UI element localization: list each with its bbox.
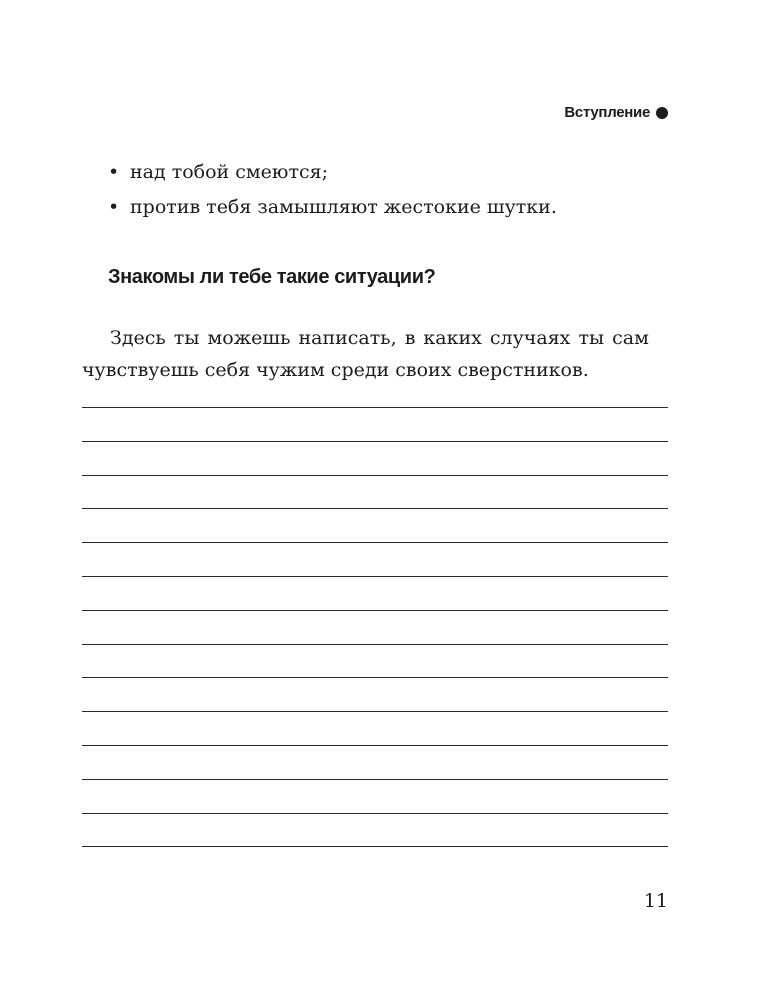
running-header [564,104,668,121]
writing-line[interactable] [82,711,668,745]
writing-line[interactable] [82,745,668,779]
writing-line[interactable] [82,542,668,576]
instruction-paragraph [82,322,672,386]
writing-line[interactable] [82,813,668,847]
writing-line[interactable] [82,779,668,813]
bullet-marker: • [108,196,120,218]
list-item [108,155,557,190]
instruction-line-2: чувствуешь себя чужим среди своих сверстников. [82,359,589,381]
list-item [108,190,557,225]
bullet-text: над тобой смеются; [130,161,329,183]
writing-area[interactable] [82,407,668,880]
bullet-marker: • [108,161,120,183]
section-title: Вступление [564,104,650,121]
writing-line[interactable] [82,508,668,542]
writing-line[interactable] [82,846,668,880]
question-heading: Знакомы ли тебе такие ситуации? [108,266,436,288]
writing-line[interactable] [82,677,668,711]
writing-line[interactable] [82,407,668,441]
bullet-text: против тебя замышляют жестокие шутки. [130,196,557,218]
filled-circle-icon [656,107,668,119]
writing-line[interactable] [82,475,668,509]
page-number: 11 [643,890,668,912]
instruction-line-1: Здесь ты можешь написать, в каких случаях ты сам [110,327,649,349]
writing-line[interactable] [82,610,668,644]
writing-line[interactable] [82,441,668,475]
writing-line[interactable] [82,576,668,610]
bullet-list [108,155,557,225]
writing-line[interactable] [82,644,668,678]
